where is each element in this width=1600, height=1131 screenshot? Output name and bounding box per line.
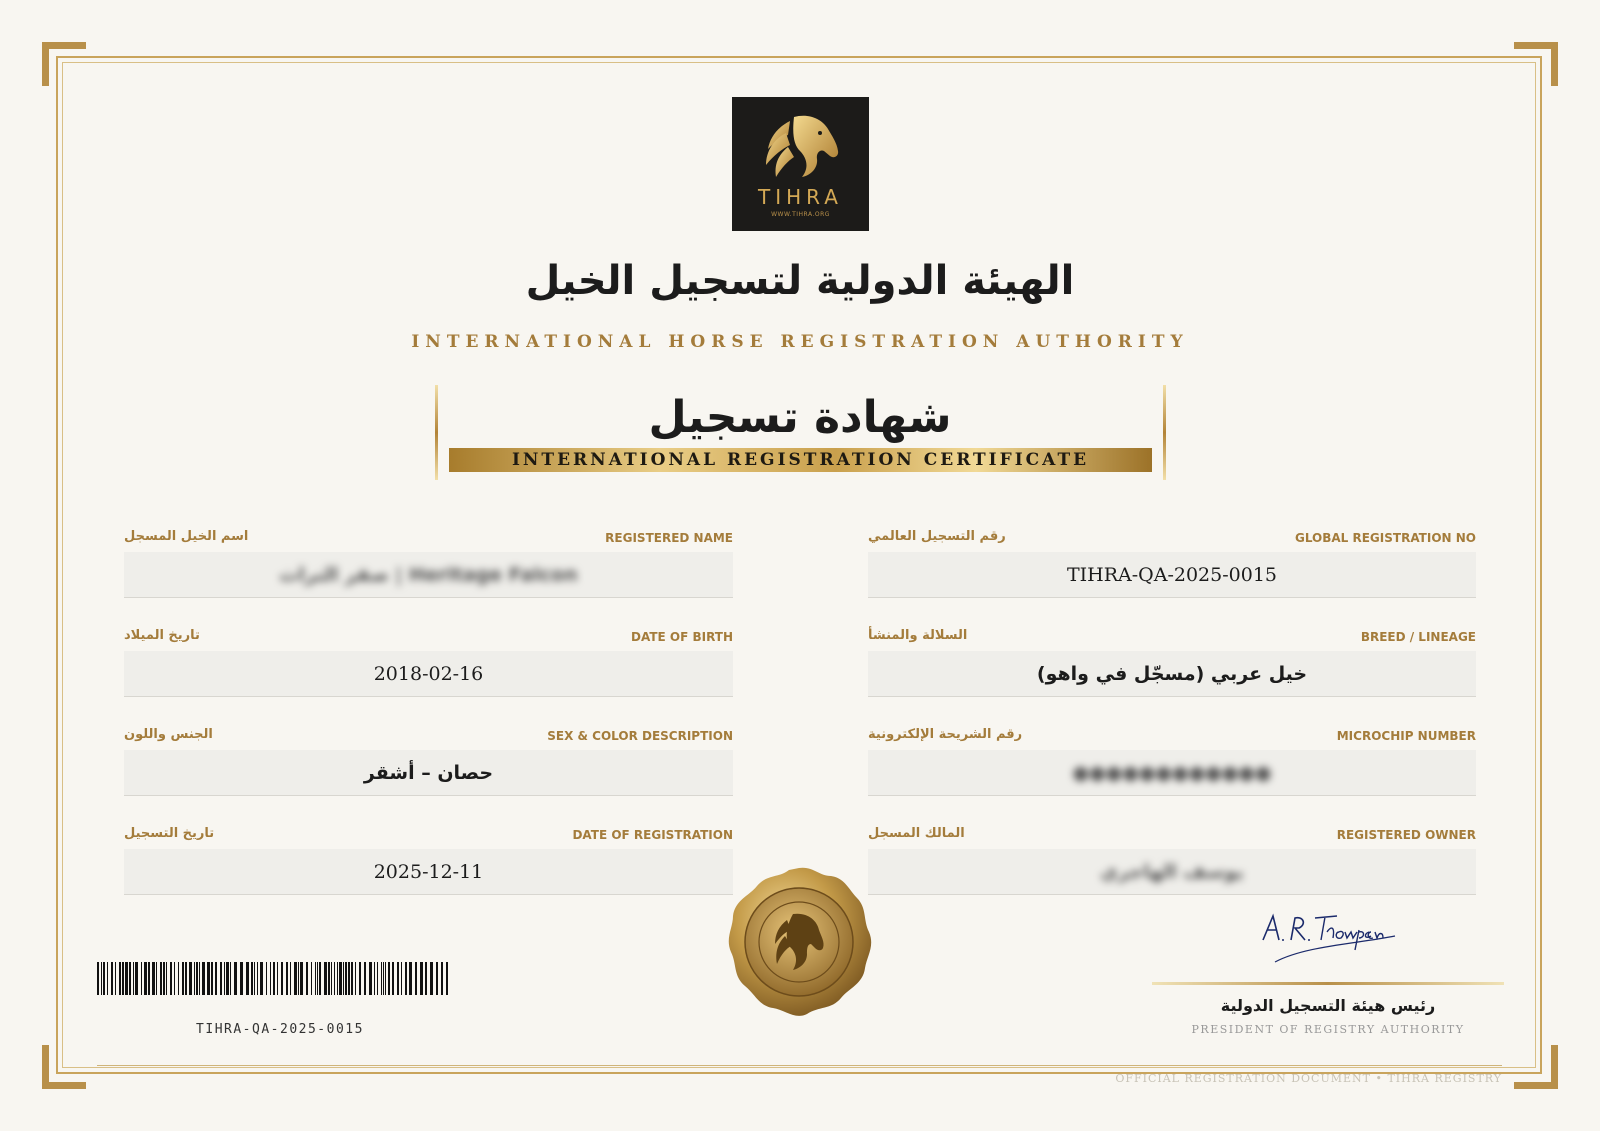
barcode-bar [331,962,332,995]
logo-wordmark: TIHRA [758,185,843,209]
barcode-bar [392,962,394,995]
barcode-bar [196,962,198,995]
barcode-bar [152,962,155,995]
barcode-bar [405,962,407,995]
barcode-bar [166,962,167,995]
barcode-bar [383,962,384,995]
barcode-bar [246,962,249,995]
title-divider-left [435,385,438,480]
barcode-bar [286,962,288,995]
barcode-bar [211,962,213,995]
barcode-bar [240,962,243,995]
barcode-bar [194,962,195,995]
registered-owner-label-en: REGISTERED OWNER [1336,828,1476,842]
barcode-bar [385,962,386,995]
barcode-bar [260,962,263,995]
barcode-bar [369,962,372,995]
global-reg-no-value: TIHRA-QA-2025-0015 [1066,564,1278,586]
barcode-bar [215,962,217,995]
registered-name-field [124,552,733,598]
barcode-bar [425,962,427,995]
barcode-bar [364,962,366,995]
registered-name-label-ar: اسم الخيل المسجل [124,529,249,544]
barcode-bar [328,962,330,995]
barcode-bar [415,962,417,995]
barcode-bar [337,962,338,995]
barcode-bar [319,962,321,995]
barcode-bar [122,962,124,995]
barcode-bar [298,962,299,995]
barcode-bar [311,962,312,995]
barcode-bar [234,962,237,995]
barcode-bar [273,962,275,995]
barcode-bar [107,962,108,995]
barcode-bar [397,962,399,995]
barcode-bar [401,962,402,995]
sex-color-label-ar: الجنس واللون [124,727,213,742]
barcode-text: TIHRA-QA-2025-0015 [196,1022,364,1037]
barcode-bar [103,962,105,995]
barcode-bar [348,962,350,995]
barcode-bar [420,962,423,995]
barcode-bar [202,962,205,995]
barcode-bar [199,962,200,995]
barcode-bar [306,962,308,995]
logo-url: WWW.TIHRA.ORG [771,211,830,218]
corner-ornament-bottom-right [1514,1045,1558,1089]
sex-color-value: حصان – أشقر [363,762,494,784]
global-reg-no-label-en: GLOBAL REGISTRATION NO [1294,531,1476,545]
date-of-registration-label-ar: تاريخ التسجيل [124,826,215,841]
signature-image [1255,910,1405,970]
president-title-english: PRESIDENT OF REGISTRY AUTHORITY [1191,1023,1465,1036]
barcode-bar [277,962,278,995]
microchip-label-en: MICROCHIP NUMBER [1336,729,1476,743]
barcode-bar [317,962,318,995]
barcode-bar [441,962,443,995]
barcode-bar [388,962,390,995]
date-of-birth-field [124,651,733,697]
barcode-bar [125,962,128,995]
barcode-bar [189,962,192,995]
barcode-bar [374,962,375,995]
registered-name-value: صقر التراث | Heritage Falcon [279,564,578,586]
title-divider-right [1163,385,1166,480]
microchip-field [868,750,1476,796]
date-of-registration-label-en: DATE OF REGISTRATION [572,828,733,842]
signature-line [1152,982,1504,985]
corner-ornament-top-left [42,42,86,86]
breed-field [868,651,1476,697]
horse-head-icon [754,109,847,185]
barcode-bar [446,962,448,995]
barcode-bar [294,962,297,995]
barcode-bar [220,962,222,995]
barcode-bar [207,962,210,995]
date-of-birth-label-ar: تاريخ الميلاد [124,628,200,643]
sex-color-field [124,750,733,796]
barcode-bar [119,962,121,995]
breed-label-ar: السلالة والمنشأ [868,628,968,643]
breed-label-en: BREED / LINEAGE [1360,630,1476,644]
barcode-bar [254,962,255,995]
president-title-arabic: رئيس هيئة التسجيل الدولية [1220,996,1436,1015]
breed-value: خيل عربي (مسجّل في واهو) [1036,663,1308,685]
barcode-bar [97,962,99,995]
date-of-registration-field [124,849,733,895]
global-reg-no-label-ar: رقم التسجيل العالمي [868,529,1006,544]
barcode-bar [290,962,291,995]
barcode-bar [351,962,353,995]
barcode-bar [115,962,116,995]
date-of-registration-value: 2025-12-11 [373,861,484,883]
barcode-bar [251,962,253,995]
barcode-bar [257,962,258,995]
barcode-bar [174,962,175,995]
date-of-birth-value: 2018-02-16 [373,663,484,685]
barcode-bar [178,962,179,995]
barcode-bar [101,962,102,995]
authority-title-english: INTERNATIONAL HORSE REGISTRATION AUTHORITY [411,332,1189,352]
sex-color-label-en: SEX & COLOR DESCRIPTION [547,729,733,743]
barcode-bar [270,962,271,995]
footer-text: OFFICIAL REGISTRATION DOCUMENT • TIHRA REGISTRY [1115,1072,1502,1085]
barcode-bar [148,962,150,995]
barcode-bar [156,962,157,995]
barcode-bar [343,962,344,995]
registered-owner-field [868,849,1476,895]
global-reg-no-field [868,552,1476,598]
barcode-bar [129,962,131,995]
barcode-bar [355,962,356,995]
wax-seal-icon [721,862,877,1022]
barcode-bar [381,962,382,995]
barcode-bar [377,962,378,995]
tihra-logo [732,97,869,231]
barcode-bar [163,962,165,995]
microchip-label-ar: رقم الشريحة الإلكترونية [868,727,1023,742]
barcode-bar [133,962,134,995]
barcode-bar [345,962,347,995]
certificate-title-arabic: شهادة تسجيل [648,392,952,443]
barcode-bar [111,962,113,995]
microchip-value: ●●●●●●●●●●●● [1072,762,1272,784]
barcode-bar [266,962,267,995]
barcode-bar [230,962,231,995]
barcode-bar [430,962,433,995]
barcode-bar [141,962,142,995]
barcode-bar [170,962,172,995]
date-of-birth-label-en: DATE OF BIRTH [631,630,733,644]
barcode-bar [182,962,184,995]
barcode-bar [144,962,147,995]
barcode-bar [436,962,438,995]
barcode-bar [315,962,316,995]
barcode-bar [185,962,187,995]
barcode [97,962,449,995]
barcode-bar [359,962,361,995]
registered-name-label-en: REGISTERED NAME [605,531,733,545]
barcode-bar [300,962,303,995]
barcode-bar [324,962,327,995]
authority-title-arabic: الهيئة الدولية لتسجيل الخيل [525,258,1075,304]
corner-ornament-bottom-left [42,1045,86,1089]
barcode-bar [339,962,342,995]
registered-owner-label-ar: المالك المسجل [868,826,965,841]
barcode-bar [135,962,138,995]
barcode-bar [224,962,225,995]
corner-ornament-top-right [1514,42,1558,86]
registered-owner-value: يوسف الهاجري [1100,861,1244,883]
barcode-bar [409,962,412,995]
barcode-bar [281,962,283,995]
barcode-bar [334,962,335,995]
footer-divider [97,1065,1502,1066]
barcode-bar [226,962,229,995]
barcode-bar [160,962,162,995]
certificate-title-english: INTERNATIONAL REGISTRATION CERTIFICATE [511,450,1090,470]
